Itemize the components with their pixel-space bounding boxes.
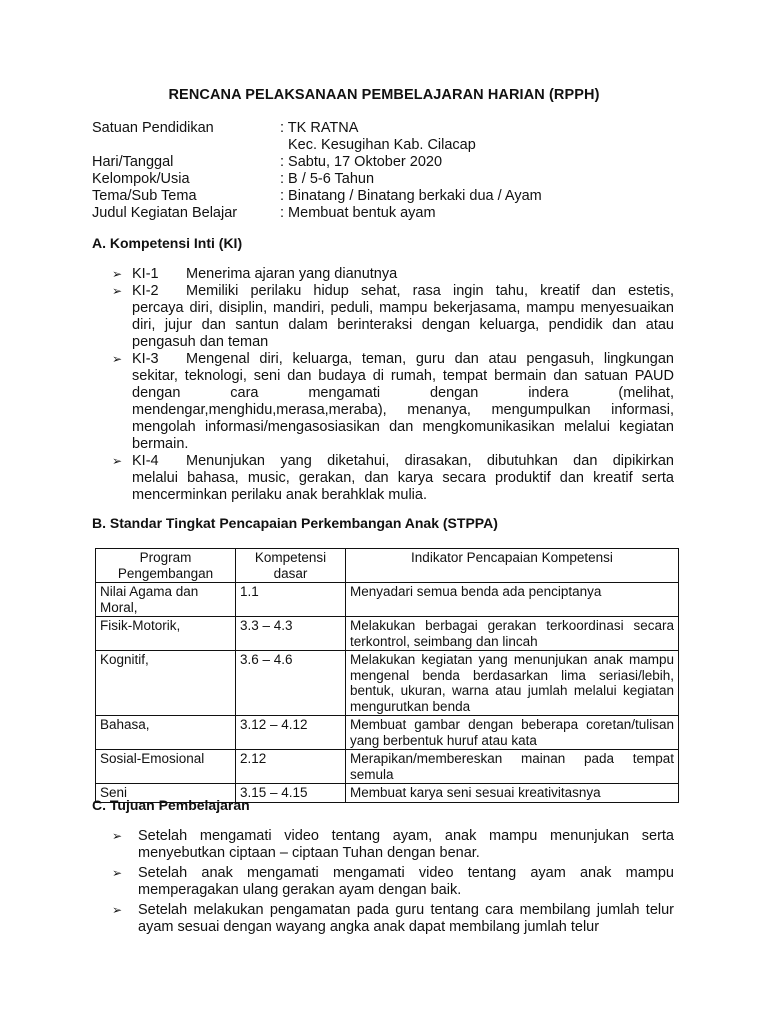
header-kompetensi: Kompetensi dasar bbox=[236, 549, 346, 583]
arrow-bullet-icon: ➢ bbox=[112, 284, 123, 298]
list-item bbox=[112, 902, 674, 936]
cell-program: Seni bbox=[96, 784, 236, 803]
list-item bbox=[112, 351, 674, 453]
judul-value: : Membuat bentuk ayam bbox=[280, 205, 436, 221]
cell-program: Fisik-Motorik, bbox=[96, 617, 236, 651]
arrow-bullet-icon: ➢ bbox=[112, 866, 123, 880]
identity-block bbox=[92, 120, 542, 222]
satuan-label: Satuan Pendidikan bbox=[92, 120, 214, 136]
cell-program: Kognitif, bbox=[96, 651, 236, 716]
identity-row-judul bbox=[92, 205, 542, 222]
list-item bbox=[112, 266, 674, 283]
hari-value: : Sabtu, 17 Oktober 2020 bbox=[280, 154, 443, 170]
tujuan-text: Setelah anak mengamati mengamati video tentang ayam anak mampu memperagakan ulang gerakan ayam dengan baik. bbox=[138, 865, 674, 898]
list-item bbox=[112, 865, 674, 899]
ki-first-line bbox=[132, 266, 674, 283]
table-row bbox=[96, 750, 679, 784]
cell-indikator: Membuat karya seni sesuai kreativitasnya bbox=[346, 784, 679, 803]
satuan-value: : TK RATNA bbox=[280, 120, 359, 136]
cell-program: Sosial-Emosional bbox=[96, 750, 236, 784]
table-row bbox=[96, 583, 679, 617]
cell-kd: 2.12 bbox=[236, 750, 346, 784]
arrow-bullet-icon: ➢ bbox=[112, 903, 123, 917]
arrow-bullet-icon: ➢ bbox=[112, 267, 123, 281]
cell-indikator: Membuat gambar dengan beberapa coretan/tulisan yang berbentuk huruf atau kata bbox=[346, 716, 679, 750]
tema-label: Tema/Sub Tema bbox=[92, 188, 197, 204]
list-item bbox=[112, 453, 674, 504]
ki-text: Mengenal diri, keluarga, teman, guru dan atau pengasuh, lingkungan bbox=[186, 351, 674, 367]
header-program: Program Pengembangan bbox=[96, 549, 236, 583]
page-title: RENCANA PELAKSANAAN PEMBELAJARAN HARIAN (RPPH) bbox=[168, 87, 600, 103]
stppa-table bbox=[95, 548, 679, 803]
cell-program: Nilai Agama dan Moral, bbox=[96, 583, 236, 617]
ki-first-line bbox=[132, 351, 674, 368]
hari-label: Hari/Tanggal bbox=[92, 154, 174, 170]
identity-row-satuan bbox=[92, 120, 542, 137]
ki-code: KI-1 bbox=[132, 266, 159, 282]
table-row bbox=[96, 617, 679, 651]
cell-kd: 3.3 – 4.3 bbox=[236, 617, 346, 651]
ki-text: Memiliki perilaku hidup sehat, rasa ingin tahu, kreatif dan estetis, bbox=[186, 283, 674, 299]
arrow-bullet-icon: ➢ bbox=[112, 829, 123, 843]
cell-kd: 3.12 – 4.12 bbox=[236, 716, 346, 750]
satuan-value-continued: Kec. Kesugihan Kab. Cilacap bbox=[288, 137, 476, 153]
tema-value: : Binatang / Binatang berkaki dua / Ayam bbox=[280, 188, 542, 204]
ki-code: KI-3 bbox=[132, 351, 159, 367]
cell-indikator: Melakukan kegiatan yang menunjukan anak mampu mengenal benda berdasarkan lima seriasi/lebih, bentuk, ukuran, warna atau jumlah melalui kegiatan mengurutkan benda bbox=[346, 651, 679, 716]
ki-first-line bbox=[132, 453, 674, 470]
kelompok-value: : B / 5-6 Tahun bbox=[280, 171, 375, 187]
identity-row-kelompok bbox=[92, 171, 542, 188]
table-row bbox=[96, 716, 679, 750]
identity-row-tema bbox=[92, 188, 542, 205]
ki-code: KI-4 bbox=[132, 453, 159, 469]
ki-list bbox=[112, 266, 674, 504]
ki-text-continued: percaya diri, disiplin, mandiri, peduli, mampu bekerjasama, mampu menyesuaikan diri, jujur dan santun dalam berinteraksi dengan keluarga, pendidik dan atau pengasuh dan teman bbox=[132, 300, 674, 350]
cell-indikator: Menyadari semua benda ada penciptanya bbox=[346, 583, 679, 617]
ki-code: KI-2 bbox=[132, 283, 159, 299]
header-indikator: Indikator Pencapaian Kompetensi bbox=[346, 549, 679, 583]
kelompok-label: Kelompok/Usia bbox=[92, 171, 190, 187]
cell-indikator: Melakukan berbagai gerakan terkoordinasi secara terkontrol, seimbang dan lincah bbox=[346, 617, 679, 651]
section-c-heading: C. Tujuan Pembelajaran bbox=[92, 797, 250, 813]
ki-text-continued: sekitar, teknologi, seni dan budaya di rumah, tempat bermain dan satuan PAUD dengan cara mengamati dengan indera (melihat, mendengar,menghidu,merasa,meraba), menanya, mengumpulkan informasi, mengolah informasi/mengasosiasikan dan mengkomunikasikan melalui kegiatan bermain. bbox=[132, 368, 674, 452]
table-row bbox=[96, 651, 679, 716]
list-item bbox=[112, 828, 674, 862]
cell-program: Bahasa, bbox=[96, 716, 236, 750]
table-header-row bbox=[96, 549, 679, 583]
arrow-bullet-icon: ➢ bbox=[112, 454, 123, 468]
section-a-heading: A. Kompetensi Inti (KI) bbox=[92, 235, 243, 251]
ki-first-line bbox=[132, 283, 674, 300]
cell-kd: 3.15 – 4.15 bbox=[236, 784, 346, 803]
tujuan-text: Setelah melakukan pengamatan pada guru tentang cara membilang jumlah telur ayam sesuai dengan wayang angka anak dapat membilang jumlah telur bbox=[138, 902, 674, 935]
ki-text: Menerima ajaran yang dianutnya bbox=[186, 266, 398, 282]
identity-row-hari bbox=[92, 154, 542, 171]
list-item bbox=[112, 283, 674, 351]
judul-label: Judul Kegiatan Belajar bbox=[92, 205, 238, 221]
cell-kd: 1.1 bbox=[236, 583, 346, 617]
ki-text-continued: melalui bahasa, music, gerakan, dan karya secara produktif dan kreatif serta mencerminkan perilaku anak berahklak mulia. bbox=[132, 470, 674, 503]
cell-kd: 3.6 – 4.6 bbox=[236, 651, 346, 716]
tujuan-text: Setelah mengamati video tentang ayam, anak mampu menunjukan serta menyebutkan ciptaan – ciptaan Tuhan dengan benar. bbox=[138, 828, 674, 861]
ki-text: Menunjukan yang diketahui, dirasakan, dibutuhkan dan dipikirkan bbox=[186, 453, 674, 469]
tujuan-list bbox=[112, 828, 674, 939]
cell-indikator: Merapikan/membereskan mainan pada tempat semula bbox=[346, 750, 679, 784]
arrow-bullet-icon: ➢ bbox=[112, 352, 123, 366]
section-b-heading: B. Standar Tingkat Pencapaian Perkembangan Anak (STPPA) bbox=[92, 515, 498, 531]
